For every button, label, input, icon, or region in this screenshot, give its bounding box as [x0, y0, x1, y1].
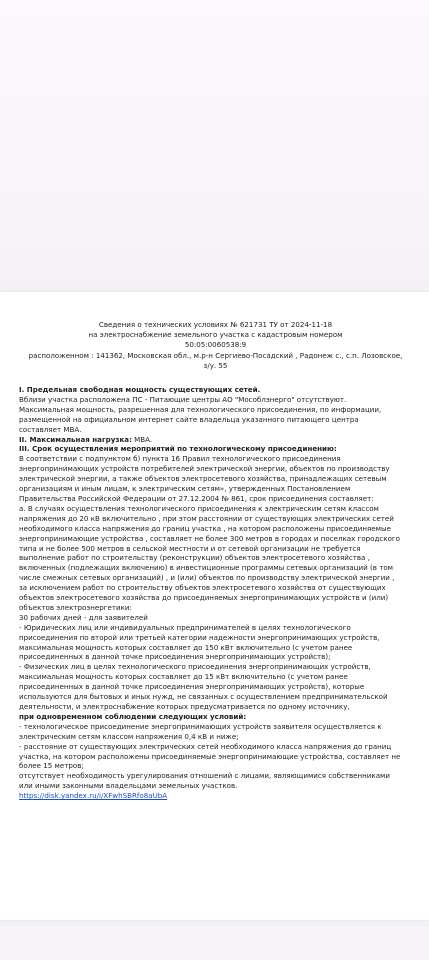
- text-line: участка, на котором расположены присоединяемые энергопринимающие устройства, составляет не: [19, 751, 401, 761]
- text-line: электрической энергии, а также объектов электросетевого хозяйства, принадлежащих сетевым: [19, 474, 387, 484]
- address-line: расположенном : 141362, Московская обл., м.р-н Сергиево-Посадский , Радонеж с., с.п. Лозовское,: [28, 350, 403, 360]
- text-line: Правительства Российской Федерации от 27.12.2004 № 861, срок присоединения составляет:: [19, 493, 374, 503]
- text-line: включенных (подлежащих включению) в инвестиционные программы сетевых организаций (в том: [19, 563, 394, 573]
- address-line: з/у. 55: [203, 360, 228, 370]
- text-line: используются для бытовых и иных нужд, не связанных с осуществлением предпринимательской: [19, 692, 388, 702]
- text-line: отсутствует необходимость урегулирования отношений с лицами, являющимися собственниками: [19, 771, 391, 781]
- document-content: [19, 320, 412, 801]
- text-line: энергопринимающих устройств потребителей электрической энергии, объектов по производству: [19, 464, 390, 474]
- text-line: типа и не более 500 метров в сельской местности и от сетевой организации не требуется: [19, 543, 361, 553]
- text-line: более 15 метров;: [19, 761, 84, 771]
- text-line: Вблизи участка расположена ПС - Питающие центры АО "Мособлэнерго" отсутствуют.: [19, 394, 347, 404]
- text-line: присоединения по второй или третьей категории надежности энергопринимающих устройств,: [19, 632, 380, 642]
- text-line: или иными законными владельцами земельных участков.: [19, 781, 238, 791]
- text-line: необходимого класса напряжения до границ участка , на котором расположены присоединяемые: [19, 523, 391, 533]
- blank-area-top: [0, 0, 429, 280]
- section-heading: I. Предельная свободная мощность существующих сетей.: [19, 385, 261, 395]
- text-line: Максимальная мощность, разрешенная для технологического присоединения, по информации,: [19, 404, 382, 414]
- text-line: максимальная мощность которых составляет до 15 кВт включительно (с учетом ранее: [19, 672, 348, 682]
- header-line: на электроснабжение земельного участка с кадастровым номером: [88, 330, 343, 340]
- text-line: - Юридических лиц или индивидуальных предпринимателей в целях технологического: [19, 622, 351, 632]
- max-load-line: [19, 435, 412, 445]
- text-line: присоединенных в данной точке присоединения энергопринимающих устройств), которые: [19, 682, 365, 692]
- disk-link[interactable]: https://disk.yandex.ru/i/XFwhSBRfo8aUbA: [19, 791, 168, 801]
- max-load-value: МВА.: [131, 434, 153, 444]
- section-heading: II. Максимальная нагрузка:: [19, 434, 132, 444]
- text-line: числе смежных сетевых организаций) , и (или) объектов по производству электрической энергии ,: [19, 573, 395, 583]
- text-line: объектов электросетевого хозяйства до присоединяемых энергопринимающих устройств и (или): [19, 593, 389, 603]
- text-line: максимальная мощность которых составляет до 150 кВт включительно (с учетом ранее: [19, 642, 353, 652]
- text-line: а. В случаях осуществления технологического присоединения к электрическим сетям классом: [19, 503, 379, 513]
- text-line: выполнение работ по строительству (реконструкции) объектов электросетевого хозяйства ,: [19, 553, 370, 563]
- cadastral-number: 50:05:0060538:9: [184, 340, 247, 350]
- text-line: присоединенных в данной точке присоединения энергопринимающих устройств);: [19, 652, 331, 662]
- text-line: 30 рабочих дней - для заявителей: [19, 612, 148, 622]
- section-heading: при одновременном соблюдении следующих условий:: [19, 711, 247, 721]
- text-line: - расстояние от существующих электрических сетей необходимого класса напряжения до границ: [19, 741, 392, 751]
- text-line: организациям и иным лицам, к электрическим сетям», утвержденных Постановлением: [19, 484, 351, 494]
- text-line: размещенной на официальном интернет сайте владельца указанного питающего центра: [19, 414, 359, 424]
- section-heading: III. Срок осуществления мероприятий по технологическому присоединению:: [19, 444, 337, 454]
- text-line: В соответствии с подпунктом б) пункта 16 Правил технологического присоединения: [19, 454, 341, 464]
- text-line: - технологическое присоединение энергопринимающих устройств заявителя осуществляется к: [19, 721, 382, 731]
- text-line: составляет МВА.: [19, 424, 82, 434]
- text-line: за исключением работ по строительству объектов электросетевого хозяйства от существующих: [19, 583, 386, 593]
- header-line: Сведения о технических условиях № 621731 ТУ от 2024-11-18: [98, 320, 333, 329]
- document-header: [19, 320, 412, 371]
- text-line: электрическим сетям классом напряжения 0,4 кВ и ниже;: [19, 731, 239, 741]
- text-line: деятельности, и электроснабжение которых предусматривается по одному источнику,: [19, 702, 350, 712]
- text-line: объектов электроэнергетики:: [19, 602, 132, 612]
- blank-area-bottom: [0, 926, 429, 960]
- text-line: - Физических лиц в целях технологического присоединения энергопринимающих устройств,: [19, 662, 371, 672]
- text-line: напряжения до 20 кВ включительно , при этом расстоянии от существующих электрических сетей: [19, 513, 394, 523]
- text-line: энергопринимающие устройства , составляет не более 300 метров в городах и поселках городского: [19, 533, 401, 543]
